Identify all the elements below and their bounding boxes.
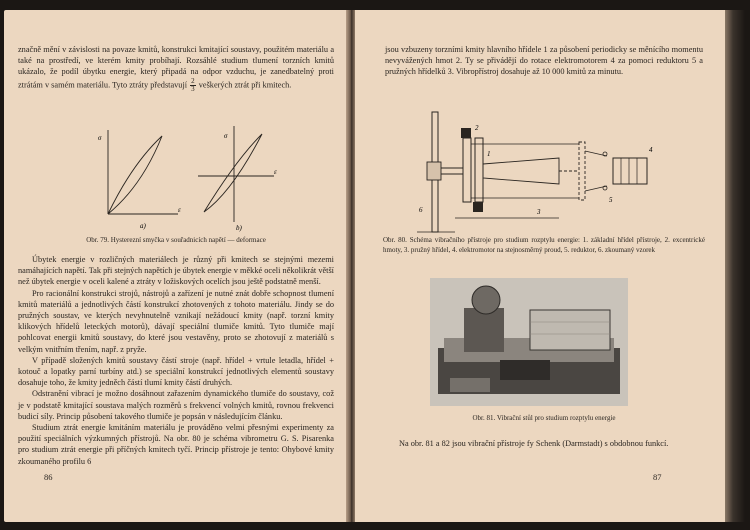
fig80-label-5: 5 <box>609 196 613 204</box>
fraction-denominator: 3 <box>191 84 195 93</box>
fig80-label-1: 1 <box>487 150 491 158</box>
fig80-label-3: 3 <box>537 208 541 216</box>
figure-79-hysteresis-loops <box>82 126 282 232</box>
hysteresis-loop-a <box>98 130 181 230</box>
figure-79-caption: Obr. 79. Hysterezní smyčka v souřadnicích napětí — deformace <box>86 236 266 244</box>
figure-80-caption: Obr. 80. Schéma vibračního přístroje pro studium rozptylu energie: 1. základní hřídel přístroje, 2. excentrické hmoty, 3. pružný hřídel, 4. elektromotor na stejnosměrný proud, 5. reduktor, 6. zkoumaný vzorek <box>383 236 705 254</box>
page-edge-shadow <box>725 10 745 522</box>
left-top-text-2: veškerých ztrát při kmitech. <box>198 80 292 90</box>
figure-81-vibration-table-photo <box>430 278 628 406</box>
fig80-label-6: 6 <box>419 206 423 214</box>
fraction <box>190 78 196 93</box>
vibration-table-illustration <box>430 278 628 406</box>
axis-eps-b: ε <box>274 168 277 176</box>
right-page <box>355 10 725 522</box>
right-bottom-paragraph: Na obr. 81 a 82 jsou vibrační přístroje fy Schenk (Darmstadt) s obdobnou funkcí. <box>399 439 669 448</box>
left-paragraph-4: Odstranění vibrací je možno dosáhnout zařazením dynamického tlumiče do soustavy, což je v podstatě kmitající soustava malých rozměrů s frekvencí volných kmitů, rovnou frekvenci budicí síly. Princip působení takového tlumiče je popsán v následujícím článku. <box>18 389 334 421</box>
left-top-text-1: značně mění v závislosti na povaze kmitů, konstrukci kmitající soustavy, použitém materiálu a také na prostředí, ve kterém kmity probíhají. Rozsáhlé studium tlumení torzních kmitů ukázalo, že podíl úbytku energie, který připadá na odpor vzduchu, je zanedbatelný proti ztrátám v samém materiálu. Tyto ztráty představují <box>18 45 334 90</box>
label-a: a) <box>140 222 146 230</box>
axis-eps-a: ε <box>178 206 181 214</box>
left-paragraph-1: Úbytek energie v rozličných materiálech je různý při kmitech se stejnými mezemi namáhajících napětí. Tak při stejných napětích je úbytek energie v měkké oceli několikrát větší než úbytek energie v oceli kalené a ztráty v ložiskových ocelích jsou ještě podstatně menší. <box>18 255 334 287</box>
page-number-left: 86 <box>44 472 53 482</box>
figure-81-caption: Obr. 81. Vibrační stůl pro studium rozptylu energie <box>472 414 616 422</box>
page-number-right: 87 <box>653 472 662 482</box>
left-body <box>18 254 334 467</box>
fraction-numerator: 2 <box>191 76 195 85</box>
figure-80-vibrometer-schematic <box>409 106 669 240</box>
fig80-label-2: 2 <box>475 124 479 132</box>
axis-sigma-b: σ <box>224 132 228 140</box>
label-b: b) <box>236 224 242 232</box>
left-paragraph-2: Pro racionální konstrukci strojů, nástrojů a zařízení je nutné znát dobře schopnost tlumení kmitů materiálů a jednotlivých částí konstrukcí zhotovených z tohoto materiálu. Jindy se do pružných soustav, ve kterých nevyhnutelně vznikají nežádoucí kmity (např. torzní kmity klikových hřídelů leteckých motorů), dávají speciální tlumiče kmitů. Tyto tlumiče mají pohlcovat energii kmitů soustavy, do které jsou vestavěny, proto se zhotovují z materiálů s velkým vnitřním třením, např. z pryže. <box>18 288 334 354</box>
right-top-paragraph: jsou vzbuzeny torzními kmity hlavního hřídele 1 za působení periodicky se měnícího momentu nevyvážených hmot 2. Ty se přivádějí do rotace elektromotorem 4 za pomoci reduktoru 5 a pružných hřídelků 3. Vibropřístroj dosahuje až 10 000 kmitů za minutu. <box>385 45 703 77</box>
left-paragraph-3: V případě složených kmitů soustavy částí stroje (např. hřídel + vrtule letadla, hřídel + kotouč a lopatky parní turbíny atd.) se speciální konstrukcí jednotlivých elementů soustavy dosahuje toho, že kmity jedněch částí tlumí kmity částí druhých. <box>18 355 334 388</box>
left-top-paragraph <box>18 44 334 93</box>
hysteresis-loop-b <box>198 126 277 232</box>
left-paragraph-5: Studium ztrát energie kmitáním materiálu je prováděno velmi přesnými experimenty za použití speciálních výzkumných přístrojů. Na obr. 80 je schéma vibrometru G. S. Pisarenka pro studium ztrát energie při příčných kmitech tyčí. Princip přístroje je tento: Ohybové kmity zkoumaného profilu 6 <box>18 423 334 466</box>
axis-sigma-a: σ <box>98 134 102 142</box>
fig80-label-4: 4 <box>649 146 653 154</box>
left-page <box>4 10 348 522</box>
